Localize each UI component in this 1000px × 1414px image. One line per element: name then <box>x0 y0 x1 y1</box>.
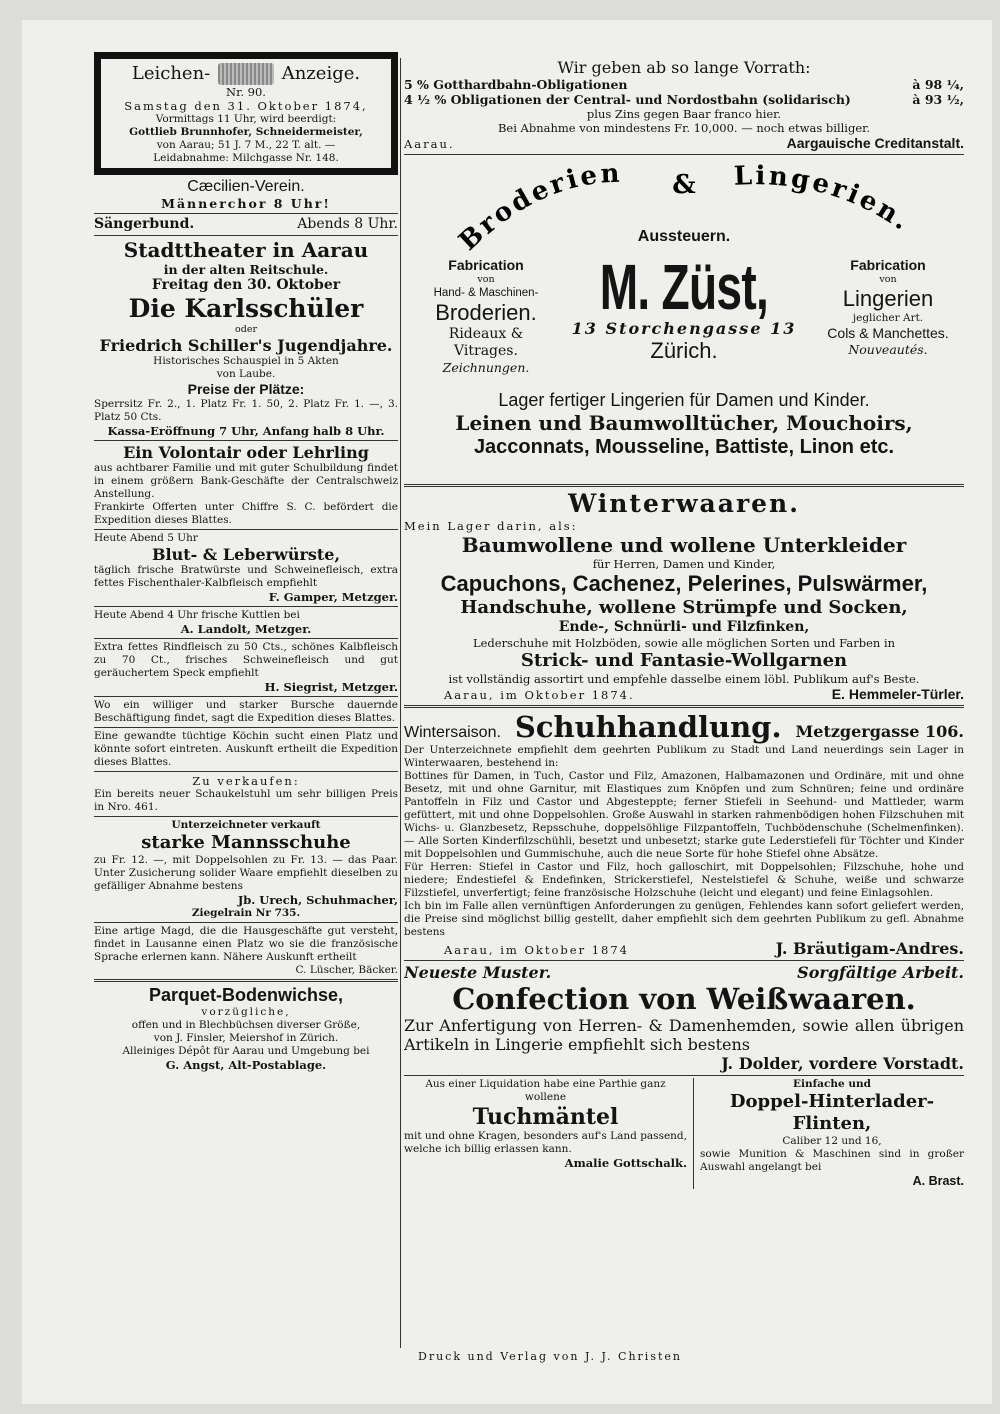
zuest-arc-right: Lingerien. <box>733 161 917 238</box>
theater-date: Freitag den 30. Oktober <box>151 277 341 293</box>
zuest-name: M. Züst, <box>599 251 769 323</box>
winter-line7: Strick- und Fantasie-Wollgarnen <box>520 650 848 671</box>
credit-item-2: 4 ½ % Obligationen der Central- und Nordostbahn (solidarisch) à 93 ½, <box>404 92 964 107</box>
theater-author: von Laube. <box>216 368 276 380</box>
theater-times: Kassa-Eröffnung 7 Uhr, Anfang halb 8 Uhr. <box>107 424 385 438</box>
volontair-title: Ein Volontair oder Lehrling <box>123 443 369 462</box>
winter-line8: ist vollständig assortirt und empfehle dasselbe einem löbl. Publikum auf's Beste. <box>448 672 920 686</box>
magd-text: Eine artige Magd, die die Hausgeschäfte gut versteht, findet in Lausanne einen Platz wo sie die französische Sprache erlernen kann. Nähere Auskunft ertheilt <box>94 925 398 963</box>
gamper-sign: F. Gamper, Metzger. <box>268 590 398 604</box>
credit-note-1: plus Zins gegen Baar franco hier. <box>586 107 782 121</box>
volontair-note: Frankirte Offerten unter Chiffre S. C. befördert die Expedition dieses Blattes. <box>94 501 398 526</box>
landolt-text: Heute Abend 4 Uhr frische Kuttlen bei <box>94 609 300 621</box>
zuest-amp: & <box>672 170 696 200</box>
death-notice-origin: von Aarau; 51 J. 7 M., 22 T. alt. — <box>156 139 336 151</box>
winter-line1: Baumwollene und wollene Unterkleider <box>461 533 907 557</box>
right-column <box>404 58 964 1348</box>
dolder-title: Confection von Weißwaaren. <box>452 982 916 1016</box>
caecilien-line: Männerchor 8 Uhr! <box>161 196 331 211</box>
urech-address: Ziegelrain Nr 735. <box>191 907 301 919</box>
theater-prices: Sperrsitz Fr. 2., 1. Platz Fr. 1. 50, 2. Platz Fr. 1. —, 3. Platz 50 Cts. <box>94 398 398 423</box>
schaukelstuhl-title: Zu verkaufen: <box>192 774 300 788</box>
credit-intro: Wir geben ab so lange Vorrath: <box>557 58 811 77</box>
theater-venue: in der alten Reitschule. <box>163 262 329 277</box>
death-notice-title: Leichen- Anzeige. <box>131 63 361 84</box>
urech-text: zu Fr. 12. —, mit Doppelsohlen zu Fr. 13. — das Paar. Unter Zusicherung solider Waare empfiehlt dieselben zu gefälliger Abnahme bestens <box>94 854 398 892</box>
death-notice-person: Gottlieb Brunnhofer, Schneidermeister, <box>129 126 363 138</box>
urech-line1: Unterzeichneter verkauft <box>171 819 321 831</box>
winter-footer: Aarau, im Oktober 1874. E. Hemmeler-Türler. <box>444 686 964 702</box>
winter-line5: Ende-, Schnürli- und Filzfinken, <box>558 619 810 635</box>
schuh-para3: Für Herren: Stiefel in Castor und Filz, hoch galloschirt, mit Doppelsohlen; Filzschuhe, hohe und niedere; Endestiefel & Endefinken, Strickerstiefel, Nestelstiefel & Schuhe, weiße und schwarze Filzstiefel, unverfertigt; feine französische Holzschuhe (leicht und elegant) und feine Einlagsohlen. <box>404 861 964 899</box>
schuh-footer: Aarau, im Oktober 1874 J. Bräutigam-Andres. <box>444 939 964 958</box>
schuh-para1: Der Unterzeichnete empfiehlt dem geehrten Publikum zu Stadt und Land neuerdings sein Lager in Winterwaaren, bestehend in: <box>404 744 964 769</box>
zuest-address: 13 Storchengasse 13 <box>571 319 797 338</box>
column-divider <box>400 58 401 1348</box>
death-notice <box>94 52 398 175</box>
gamper-line1: Heute Abend 5 Uhr <box>94 532 198 544</box>
death-notice-date: Samstag den 31. Oktober 1874, <box>124 99 368 113</box>
parquet-sign: G. Angst, Alt-Postablage. <box>165 1058 327 1072</box>
saengerbund: Sängerbund. Abends 8 Uhr. <box>94 216 398 232</box>
siegrist-sign: H. Siegrist, Metzger. <box>264 680 398 694</box>
death-notice-number: Nr. 90. <box>226 85 266 99</box>
coffin-icon <box>218 63 274 85</box>
parquet-title: Parquet-Bodenwichse, <box>148 985 344 1005</box>
urech-title: starke Mannsschuhe <box>141 832 351 853</box>
left-column <box>94 48 398 1348</box>
parquet-line3: Alleiniges Dépôt für Aarau und Umgebung bei <box>122 1045 370 1057</box>
theater-oder: oder <box>235 324 257 335</box>
bursche-text: Wo ein williger und starker Bursche dauernde Beschäftigung findet, sagt die Expedition dieses Blattes. <box>94 699 398 724</box>
urech-sign: Jb. Urech, Schuhmacher, <box>237 893 398 907</box>
parquet-line2: von J. Finsler, Meiershof in Zürich. <box>153 1032 339 1044</box>
caecilien-title: Cæcilien-Verein. <box>187 178 305 195</box>
zuest-bottom: Lager fertiger Lingerien für Damen und Kinder. Leinen und Baumwolltücher, Mouchoirs, Jacconnats, Mousseline, Battiste, Linon etc. <box>455 390 913 458</box>
death-notice-departure: Leidabnahme: Milchgasse Nr. 148. <box>153 152 339 164</box>
winter-line2: für Herren, Damen und Kinder, <box>592 557 776 571</box>
volontair-text: aus achtbarer Familie und mit guter Schulbildung findet in einem größern Bank-Geschäfte der Centralschweiz Anstellung. <box>94 462 398 500</box>
zuest-ad <box>404 157 964 482</box>
parquet-line1: offen und in Blechbüchsen diverser Größe, <box>131 1019 361 1031</box>
credit-note-2: Bei Abnahme von mindestens Fr. 10,000. — noch etwas billiger. <box>497 121 871 135</box>
gamper-title: Blut- & Leberwürste, <box>151 545 341 564</box>
zuest-center-block <box>564 251 804 364</box>
magd-sign: C. Lüscher, Bäcker. <box>295 964 398 976</box>
zuest-aussteuern: Aussteuern. <box>637 228 731 245</box>
winter-line6: Lederschuhe mit Holzböden, sowie alle möglichen Sorten und Farben in <box>472 636 896 650</box>
schaukelstuhl-text: Ein bereits neuer Schaukelstuhl um sehr billigen Preis in Nro. 461. <box>94 788 398 813</box>
credit-item-1: 5 % Gotthardbahn-Obligationen à 98 ¼, <box>404 77 964 92</box>
zuest-arc-left: Broderien <box>453 158 624 257</box>
schuh-para2: Bottines für Damen, in Tuch, Castor und Filz, Amazonen, Halbamazonen und Ordinäre, mit und ohne Besetz, mit und ohne Garnitur, mit Elastiques zum Knöpfen und zum Schnüren; feine und ordinäre Pantoffeln in Filz und Castor und Abgesteppte; ferner Stiefeli in Seehund- und Mattleder, warm gefüttert, mit und ohne Doppelsohlen. Große Auswahl in starken rahmenbödigen hohen Filzschuhen mit Wichs- u. Glanzbesetz, Repsschuhe, doppelsöhlige Filzpantoffeln, Tuchbödenschuhe (Schelmenfinken). — Alle Sorten Kinderfilzschühli, besetzt und unbesetzt; starke gute Lederstiefeli für Töchter und Kinder mit Doppelsohlen und Gummischuhe, auch die neue Sorte für hohe Stiefel ohne Absätze. <box>404 770 964 860</box>
winter-line3: Capuchons, Cachenez, Pelerines, Pulswärmer, <box>440 571 928 596</box>
theater-genre: Historisches Schauspiel in 5 Akten <box>153 355 339 367</box>
dolder-header: Neueste Muster. Sorgfältige Arbeit. <box>404 963 964 982</box>
gottschalk-ad: Aus einer Liquidation habe eine Parthie ganz wollene Tuchmäntel mit und ohne Kragen, besonders auf's Land passend, welche ich billig erlassen kann. Amalie Gottschalk. <box>404 1078 694 1189</box>
winter-line4: Handschuhe, wollene Strümpfe und Socken, <box>460 597 908 618</box>
brast-ad: Einfache und Doppel-Hinterlader-Flinten, Caliber 12 und 16, sowie Munition & Maschinen sind in großer Auswahl angelangt bei A. Brast. <box>700 1078 964 1188</box>
dolder-text: Zur Anfertigung von Herren- & Damenhemden, sowie allen übrigen Artikeln in Lingerie empfiehlt sich bestens <box>404 1016 964 1054</box>
schuh-para4: Ich bin im Falle allen vernünftigen Anforderungen zu genügen, Fehlendes kann sofort geliefert werden, die Preise sind möglichst billig gestellt, daher empfiehlt sich dem geehrten Publikum zu gefl. Abnahme bestens <box>404 900 964 938</box>
zuest-left-block: Fabrication von Hand- & Maschinen- Broderien. Rideaux & Vitrages. Zeichnungen. <box>433 257 539 375</box>
bottom-ads <box>404 1078 964 1189</box>
imprint: Druck und Verlag von J. J. Christen <box>418 1350 682 1363</box>
parquet-quality: vorzügliche, <box>201 1006 291 1018</box>
siegrist-text: Extra fettes Rindfleisch zu 50 Cts., schönes Kalbfleisch zu 70 Ct., frisches Schweinefleisch und gut geräuchertem Speck empfiehlt <box>94 641 398 679</box>
dolder-sign: J. Dolder, vordere Vorstadt. <box>721 1054 964 1073</box>
theater-prices-title: Preise der Plätze: <box>187 381 305 397</box>
zuest-city: Zürich. <box>650 338 718 363</box>
gamper-text: täglich frische Bratwürste und Schweinefleisch, extra fettes Fischenthaler-Kalbfleisch empfiehlt <box>94 564 398 589</box>
theater-play: Die Karlsschüler <box>128 294 364 323</box>
koechin-text: Eine gewandte tüchtige Köchin sucht einen Platz und könnte sofort eintreten. Auskunft ertheilt die Expedition dieses Blattes. <box>94 730 398 768</box>
theater-subtitle: Friedrich Schiller's Jugendjahre. <box>99 336 393 355</box>
theater-title: Stadttheater in Aarau <box>123 238 369 262</box>
winter-title: Winterwaaren. <box>568 489 800 518</box>
landolt-sign: A. Landolt, Metzger. <box>180 622 312 636</box>
schuh-header: Wintersaison. Schuhhandlung. Metzgergasse 106. <box>404 710 964 744</box>
zuest-right-block: Fabrication von Lingerien jeglicher Art. Cols & Manchettes. Nouveautés. <box>827 257 949 357</box>
winter-intro: Mein Lager darin, als: <box>404 519 578 533</box>
death-notice-time: Vormittags 11 Uhr, wird beerdigt: <box>155 113 337 125</box>
credit-footer: Aarau. Aargauische Creditanstalt. <box>404 135 964 151</box>
